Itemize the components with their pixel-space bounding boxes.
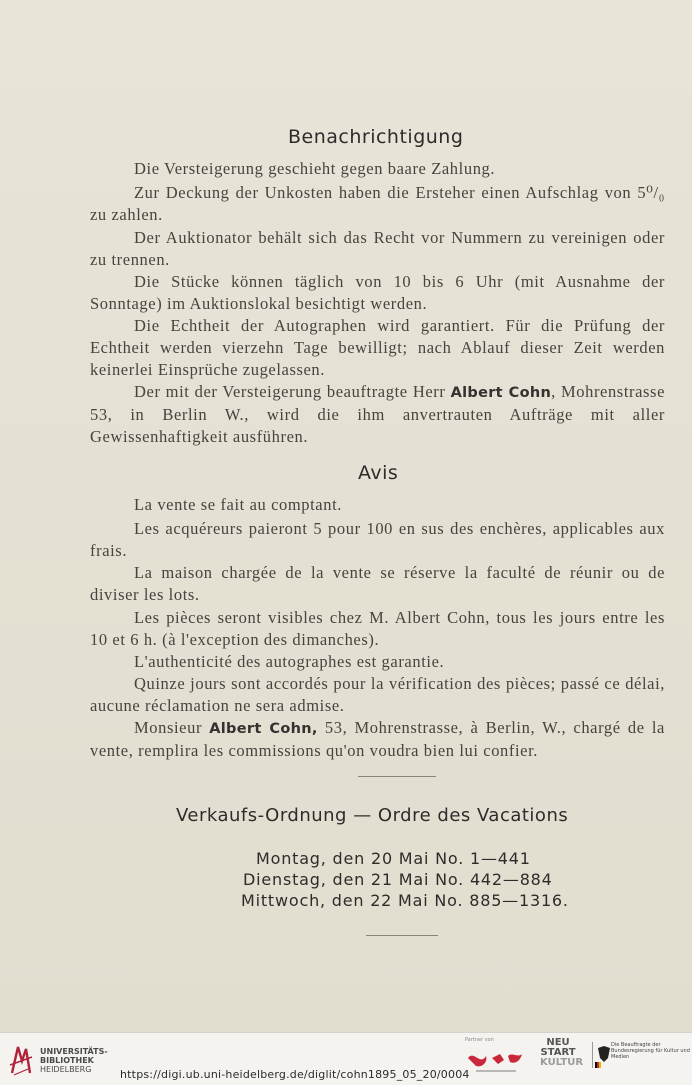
federal-commissioner-text: Die Beauftragte der Bundesregierung für Kultur und Medien xyxy=(611,1042,690,1060)
schedule-monday: Montag, den 20 Mai No. 1—441 xyxy=(256,849,531,868)
german-paragraph-4: Die Stücke können täglich von 10 bis 6 Uhr (mit Ausnahme der Sonntage) im Auktionslokal besichtigt werden. xyxy=(90,272,665,313)
german-paragraph-3: Der Auktionator behält sich das Recht vor Nummern zu vereinigen oder zu trennen. xyxy=(90,228,665,269)
partner-label: Partner von xyxy=(465,1037,494,1043)
french-paragraph-2: Les acquéreurs paieront 5 pour 100 en sus des enchères, applicables aux frais. xyxy=(90,519,665,560)
french-paragraph-6: Quinze jours sont accordés pour la vérification des pièces; passé ce délai, aucune réclamation ne sera admise. xyxy=(90,674,665,715)
french-paragraph-4: Les pièces seront visibles chez M. Albert Cohn, tous les jours entre les 10 et 6 h. (à l'exception des dimanches). xyxy=(90,608,665,649)
divider-top xyxy=(358,776,436,777)
library-name[interactable] xyxy=(40,1047,108,1074)
french-paragraph-3: La maison chargée de la vente se réserve la faculté de réunir ou de diviser les lots. xyxy=(90,563,665,604)
neustart-line-3: KULTUR xyxy=(540,1057,584,1068)
french-paragraph-7-text-b: 53, Mohrenstrasse, à Berlin, W., chargé de la vente, remplira les commissions qu'on voudra bien lui confier. xyxy=(90,718,665,760)
library-city: HEIDELBERG xyxy=(40,1065,92,1074)
heading-avis: Avis xyxy=(358,462,399,484)
permalink-url[interactable]: https://digi.ub.uni-heidelberg.de/diglit/cohn1895_05_20/0004 xyxy=(120,1068,470,1081)
neustart-line-1: NEU xyxy=(546,1037,570,1048)
german-paragraph-5: Die Echtheit der Autographen wird garantiert. Für die Prüfung der Echtheit werden vierzehn Tage bewilligt; nach Ablauf dieser Zeit werden keinerlei Einsprüche zugelassen. xyxy=(90,316,665,379)
schedule-wednesday: Mittwoch, den 22 Mai No. 885—1316. xyxy=(241,891,569,910)
french-paragraph-7 xyxy=(90,717,665,762)
neustart-kultur-logo[interactable] xyxy=(540,1037,584,1068)
heading-verkaufs-ordnung: Verkaufs-Ordnung — Ordre des Vacations xyxy=(176,805,569,826)
german-paragraph-6-text-a: Der mit der Versteigerung beauftragte Herr xyxy=(134,382,451,401)
library-name-line-1: UNIVERSITÄTS- xyxy=(40,1047,108,1056)
neustart-line-2: START xyxy=(540,1047,576,1058)
schedule-tuesday: Dienstag, den 21 Mai No. 442—884 xyxy=(243,870,553,889)
german-paragraph-6-text-b: , Mohrenstrasse 53, in Berlin W., wird die ihm anvertrauten Aufträge mit aller Gewissenhaftigkeit ausführen. xyxy=(90,382,665,446)
german-paragraph-2: Zur Deckung der Unkosten haben die Ersteher einen Aufschlag von 5⁰/₀ zu zahlen. xyxy=(90,183,665,224)
divider-bottom xyxy=(366,935,438,936)
french-paragraph-7-text-a: Monsieur xyxy=(134,718,210,737)
auctioneer-name: Albert Cohn xyxy=(450,385,552,401)
library-name-line-2: BIBLIOTHEK xyxy=(40,1056,94,1065)
partner-logo-icon[interactable] xyxy=(462,1046,528,1074)
library-logo-icon[interactable] xyxy=(8,1043,34,1077)
heading-benachrichtigung: Benachrichtigung xyxy=(288,126,464,148)
french-paragraph-5: L'authenticité des autographes est garantie. xyxy=(134,652,445,671)
german-paragraph-6 xyxy=(90,381,665,448)
french-paragraph-1: La vente se fait au comptant. xyxy=(134,495,342,514)
auctioneer-name-fr: Albert Cohn, xyxy=(209,721,318,737)
german-paragraph-1: Die Versteigerung geschieht gegen baare Zahlung. xyxy=(134,159,496,178)
